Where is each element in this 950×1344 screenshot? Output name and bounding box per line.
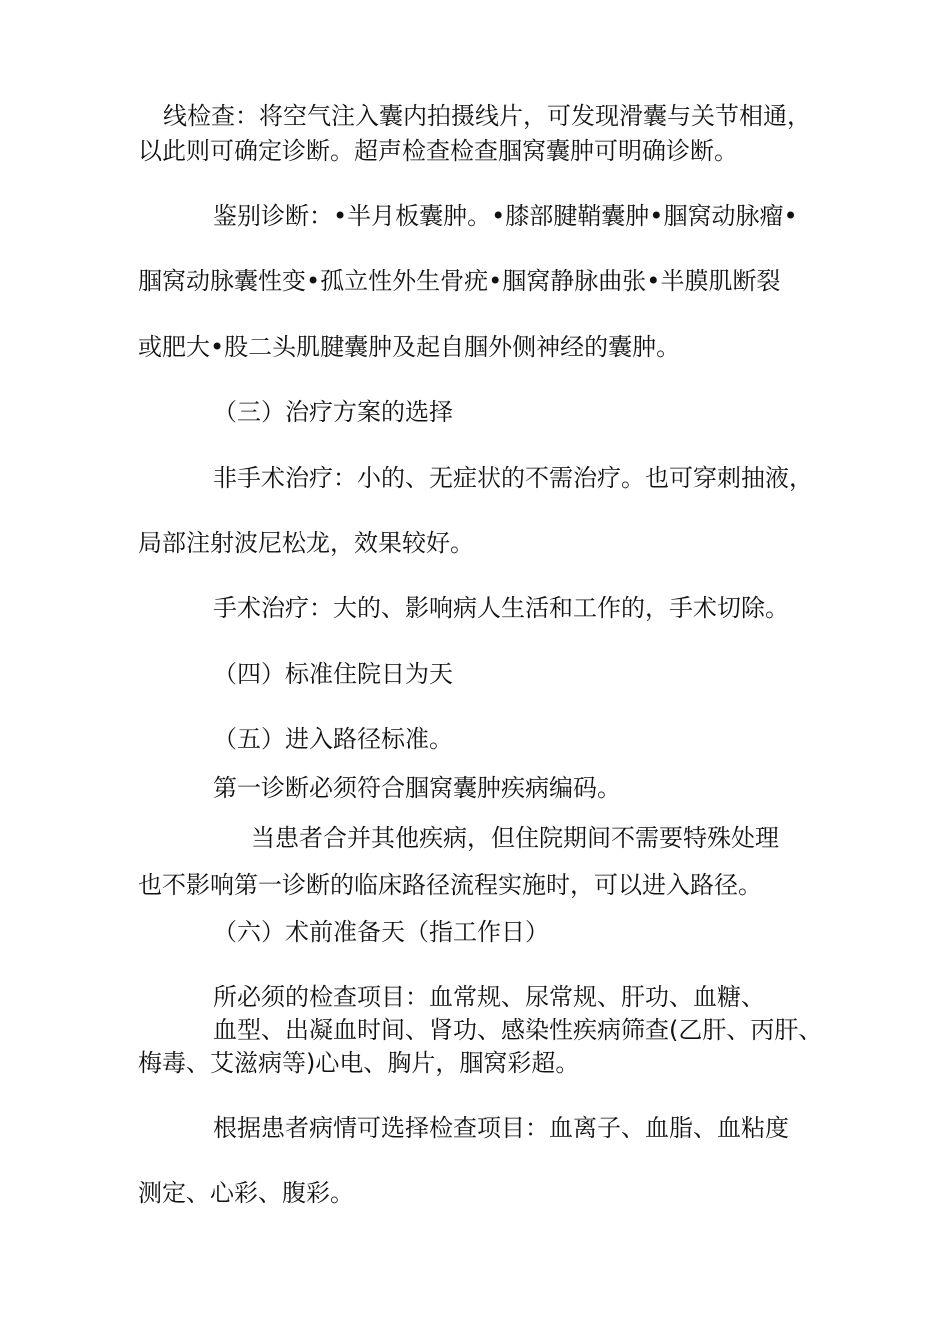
section-heading-6: （六）术前准备天（指工作日） (213, 918, 549, 946)
section-heading-5: （五）进入路径标准。 (213, 725, 453, 753)
text-line-16: 所必须的检查项目：血常规、尿常规、肝功、血糖、 (213, 983, 765, 1011)
text-line-1: 线检查：将空气注入囊内拍摄线片，可发现滑囊与关节相通， (163, 102, 811, 130)
text-line-18: 梅毒、艾滋病等)心电、胸片，腘窝彩超。 (138, 1049, 580, 1077)
text-line-13: 当患者合并其他疾病，但住院期间不需要特殊处理 (251, 824, 779, 852)
text-line-12: 第一诊断必须符合腘窝囊肿疾病编码。 (213, 774, 621, 802)
text-line-3: 鉴别诊断：•半月板囊肿。•膝部腱鞘囊肿•腘窝动脉瘤• (213, 202, 798, 230)
text-line-4: 腘窝动脉囊性变•孤立性外生骨疣•腘窝静脉曲张•半膜肌断裂 (138, 267, 781, 295)
text-line-7: 非手术治疗：小的、无症状的不需治疗。也可穿刺抽液， (213, 464, 813, 492)
text-line-20: 测定、心彩、腹彩。 (138, 1179, 354, 1207)
text-line-8: 局部注射波尼松龙，效果较好。 (138, 529, 474, 557)
section-heading-4: （四）标准住院日为天 (213, 660, 453, 688)
section-heading-3: （三）治疗方案的选择 (213, 398, 453, 426)
text-line-14: 也不影响第一诊断的临床路径流程实施时，可以进入路径。 (138, 871, 762, 899)
text-line-17: 血型、出凝血时间、肾功、感染性疾病筛查(乙肝、丙肝、 (213, 1016, 823, 1044)
text-line-5: 或肥大•股二头肌腱囊肿及起自腘外侧神经的囊肿。 (138, 333, 681, 361)
text-line-2: 以此则可确定诊断。超声检查检查腘窝囊肿可明确诊断。 (138, 137, 738, 165)
text-line-9: 手术治疗：大的、影响病人生活和工作的，手术切除。 (213, 594, 789, 622)
text-line-19: 根据患者病情可选择检查项目：血离子、血脂、血粘度 (213, 1114, 789, 1142)
